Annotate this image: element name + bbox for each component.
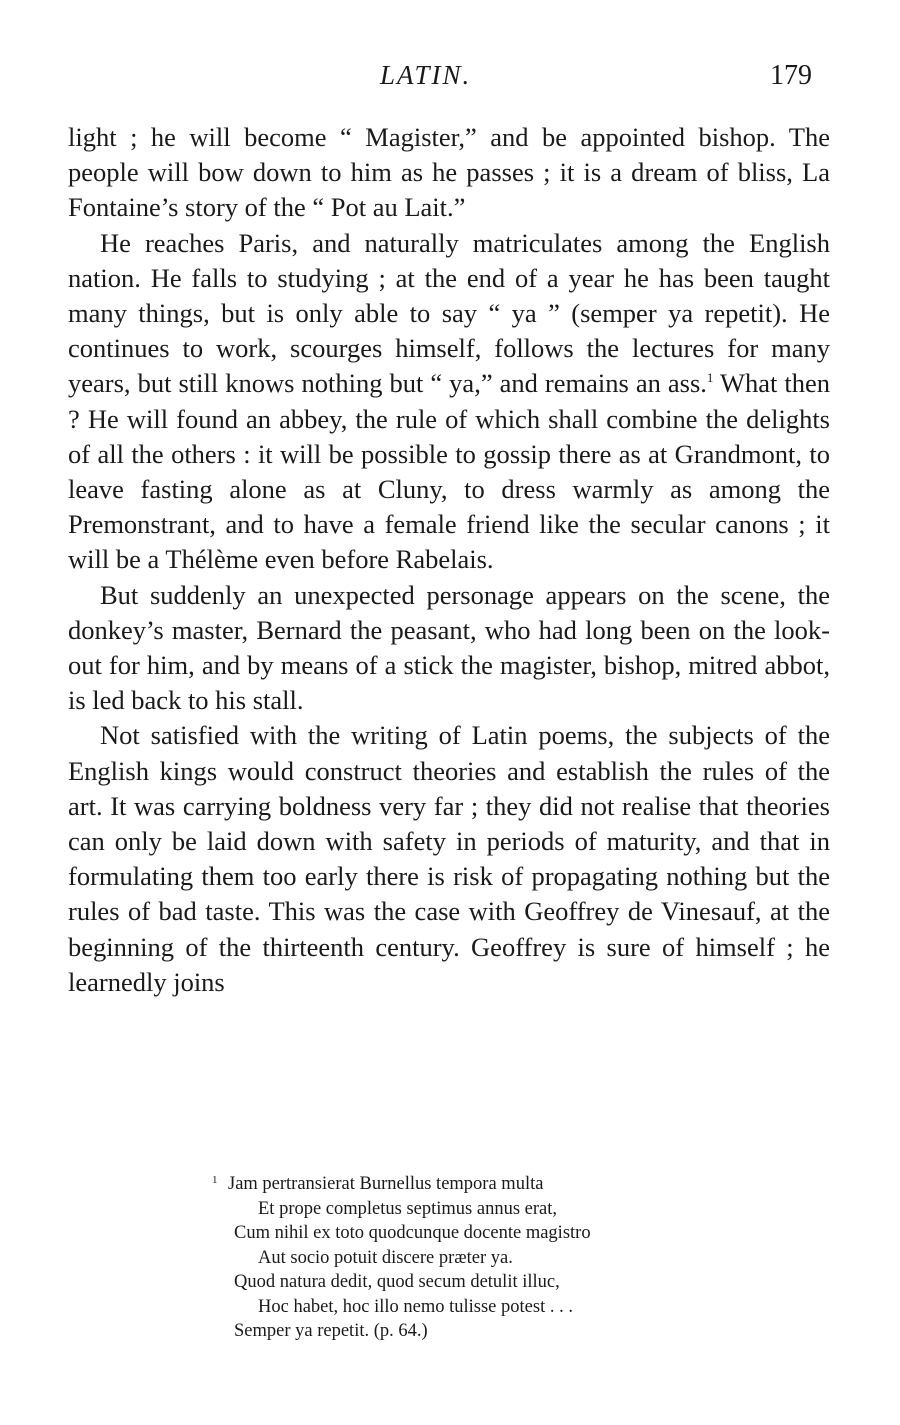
paragraph-paris-part-2: What then ? He will found an abbey, the rule of which shall combine the delights of all the others : it will be possible to gossip there as at Grandmont, to leave fasting alone as at Cluny, to dress warmly as among the Premonstrant, and to have a female friend like the secular canons ; it will be a Thélème even before Rabelais. (68, 368, 830, 575)
footnote-line: Et prope completus septimus annus erat, (258, 1198, 558, 1219)
page-number: 179 (770, 60, 812, 91)
running-head (0, 60, 900, 100)
footnote-verse: Jam pertransierat Burnellus tempora multa (228, 1174, 544, 1194)
paragraph-paris-part-1: He reaches Paris, and naturally matriculates among the English nation. He falls to studying ; at the end of a year he has been taught many things, but is only able to say “ ya ” (semper ya repetit). He continues to work, scourges himself, follows the lectures for many years, but still knows nothing but “ ya,” and remains an ass. (68, 227, 830, 399)
footnote-reference: 1 (706, 370, 714, 386)
footnote (212, 1168, 772, 1344)
footnote-line: Aut socio potuit discere præter ya. (258, 1247, 513, 1268)
footnote-line: Semper ya repetit. (p. 64.) (234, 1321, 428, 1341)
running-title: LATIN. (380, 60, 472, 90)
footnote-line: Hoc habet, hoc illo nemo tulisse potest . . . (258, 1296, 573, 1317)
paragraph-continued: light ; he will become “ Magister,” and be appointed bishop. The people will bow down to him as he passes ; it is a dream of bliss, La Fontaine’s story of the “ Pot au Lait.” (68, 122, 830, 223)
footnote-marker: 1 (212, 1174, 218, 1186)
footnote-line (212, 1168, 772, 1197)
footnote-line: Cum nihil ex toto quodcunque docente magistro (234, 1223, 591, 1243)
paragraph-bernard: But suddenly an unexpected personage appears on the scene, the donkey’s master, Bernard the peasant, who had long been on the look-out for him, and by means of a stick the magister, bishop, mitred abbot, is led back to his stall. (68, 579, 830, 716)
body-text (68, 120, 830, 1000)
paragraph-theories: Not satisfied with the writing of Latin poems, the subjects of the English kings would construct theories and establish the rules of the art. It was carrying boldness very far ; they did not realise that theories can only be laid down with safety in periods of maturity, and that in formulating them too early there is risk of propagating nothing but the rules of bad taste. This was the case with Geoffrey de Vinesauf, at the beginning of the thirteenth century. Geoffrey is sure of himself ; he learnedly joins (68, 720, 830, 997)
footnote-line: Quod natura dedit, quod secum detulit illuc, (234, 1272, 560, 1292)
paragraph-paris (68, 226, 830, 578)
